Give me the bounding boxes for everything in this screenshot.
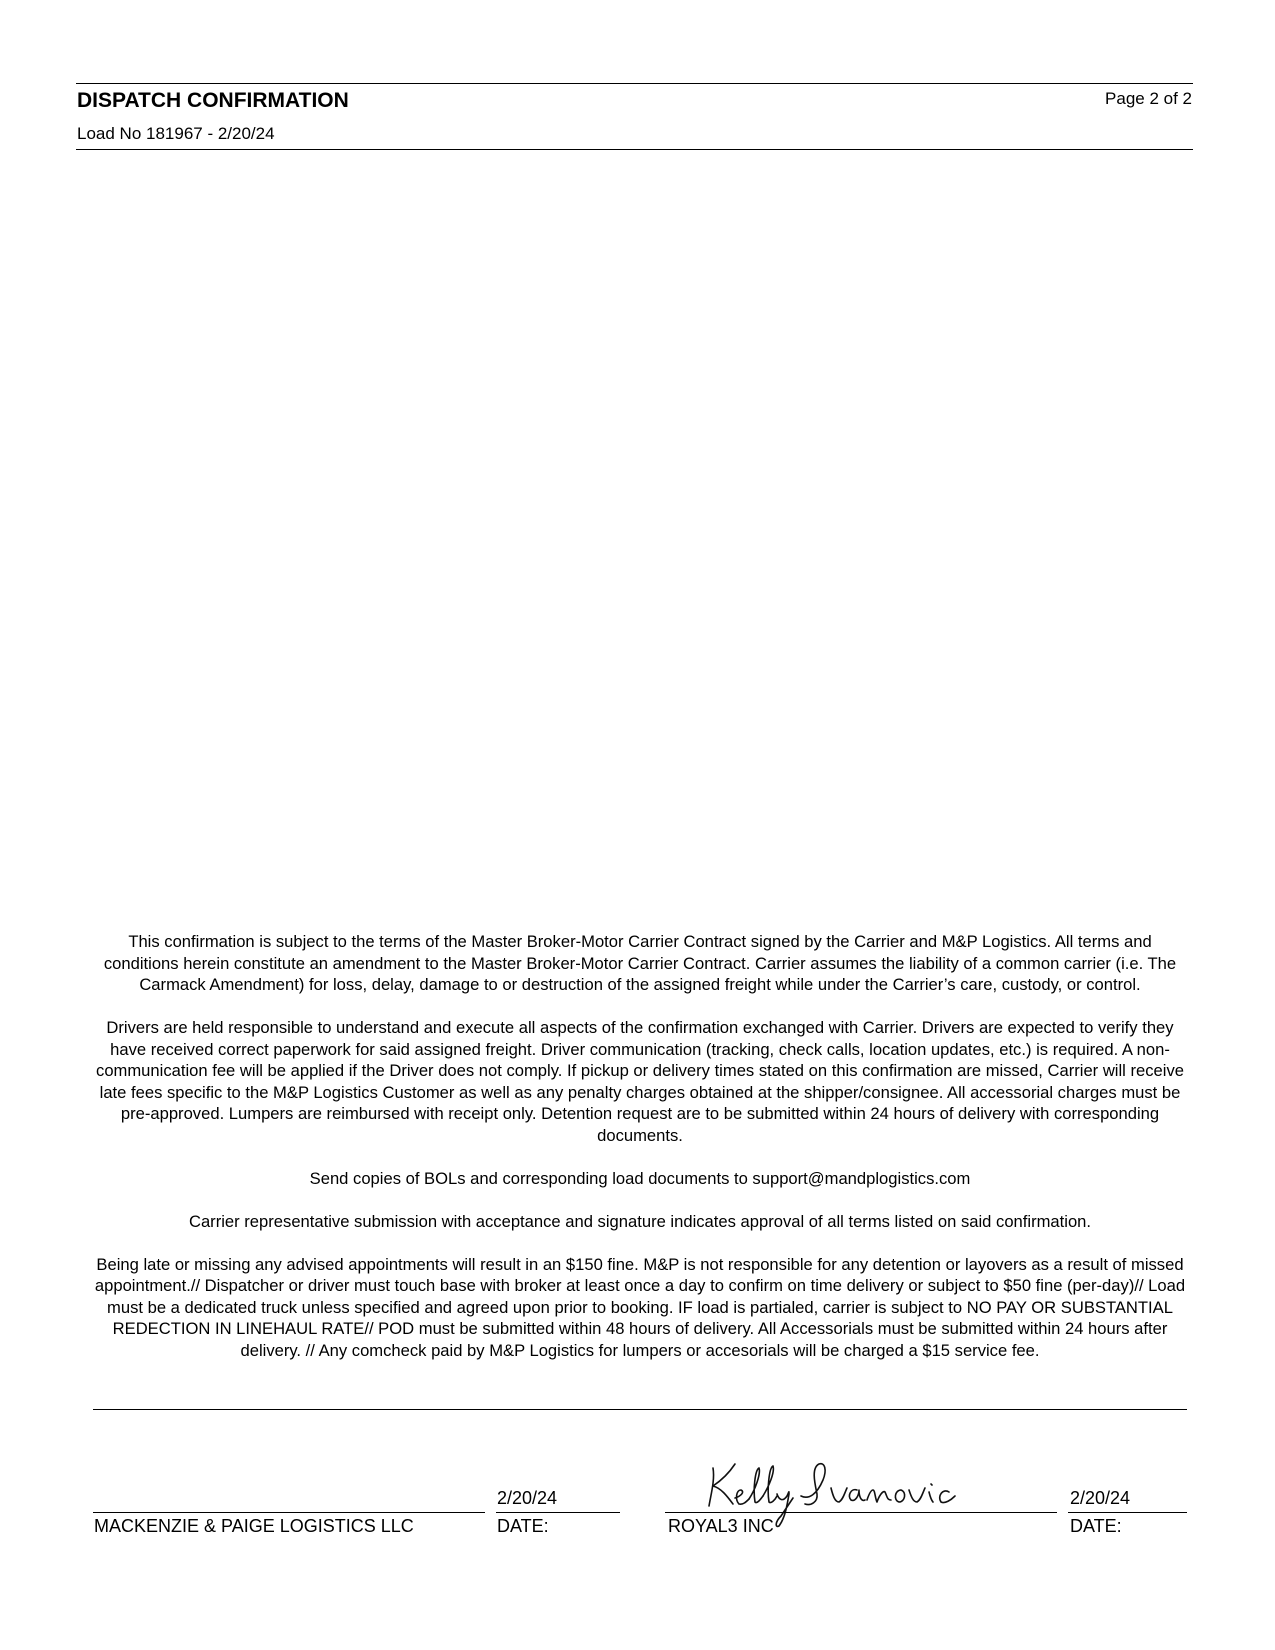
terms-block bbox=[94, 931, 1186, 1361]
broker-date-label: DATE: bbox=[497, 1516, 549, 1536]
carrier-date-value: 2/20/24 bbox=[1070, 1488, 1131, 1508]
broker-company-name: MACKENZIE & PAIGE LOGISTICS LLC bbox=[94, 1516, 414, 1536]
carrier-date-label: DATE: bbox=[1070, 1516, 1122, 1536]
document-title: DISPATCH CONFIRMATION bbox=[77, 89, 349, 112]
header-bottom-rule bbox=[76, 149, 1193, 150]
carrier-date-line bbox=[1068, 1512, 1187, 1513]
terms-paragraph-documents: Send copies of BOLs and corresponding load documents to support@mandplogistics.com bbox=[309, 1168, 971, 1188]
header-top-rule bbox=[76, 83, 1193, 84]
carrier-company-name: ROYAL3 INC bbox=[668, 1516, 774, 1536]
broker-date-value: 2/20/24 bbox=[497, 1488, 558, 1508]
terms-paragraph-acceptance: Carrier representative submission with acceptance and signature indicates approval of all terms listed on said confirmation. bbox=[188, 1211, 1092, 1231]
carrier-signature-line bbox=[665, 1512, 1057, 1513]
terms-bottom-rule bbox=[93, 1409, 1187, 1410]
terms-paragraph-fines: Being late or missing any advised appointments will result in an $150 fine. M&P is not responsible for any detention or layovers as a result of missed appointment.// Dispatcher or driver must touch base with broker at least once a day to confirm on time delivery or subject to $50 fine (per-day)// Load must be a dedicated truck unless specified and agreed upon prior to booking. IF load is partialed, carrier is subject to NO PAY OR SUBSTANTIAL REDECTION IN LINEHAUL RATE// POD must be submitted within 48 hours of delivery. All Accessorials must be submitted within 24 hours after delivery. // Any comcheck paid by M&P Logistics for lumpers or accesorials will be charged a $15 service fee. bbox=[94, 1254, 1186, 1360]
load-number-line: Load No 181967 - 2/20/24 bbox=[77, 124, 275, 143]
terms-paragraph-contract: This confirmation is subject to the terms of the Master Broker-Motor Carrier Contract signed by the Carrier and M&P Logistics. All terms and conditions herein constitute an amendment to the Master Broker-Motor Carrier Contract. Carrier assumes the liability of a common carrier (i.e. The Carmack Amendment) for loss, delay, damage to or destruction of the assigned freight while under the Carrier’s care, custody, or control. bbox=[103, 932, 1177, 994]
broker-signature-line bbox=[93, 1512, 485, 1513]
broker-date-line bbox=[496, 1512, 620, 1513]
page-number: Page 2 of 2 bbox=[1105, 89, 1192, 108]
terms-paragraph-drivers: Drivers are held responsible to understand and execute all aspects of the confirmation exchanged with Carrier. Drivers are expected to verify they have received correct paperwork for said assigned freight. Driver communication (tracking, check calls, location updates, etc.) is required. A non-communication fee will be applied if the Driver does not comply. If pickup or delivery times stated on this confirmation are missed, Carrier will receive late fees specific to the M&P Logistics Customer as well as any penalty charges obtained at the shipper/consignee. All accessorial charges must be pre-approved. Lumpers are reimbursed with receipt only. Detention request are to be submitted within 24 hours of delivery with corresponding documents. bbox=[96, 1018, 1184, 1145]
